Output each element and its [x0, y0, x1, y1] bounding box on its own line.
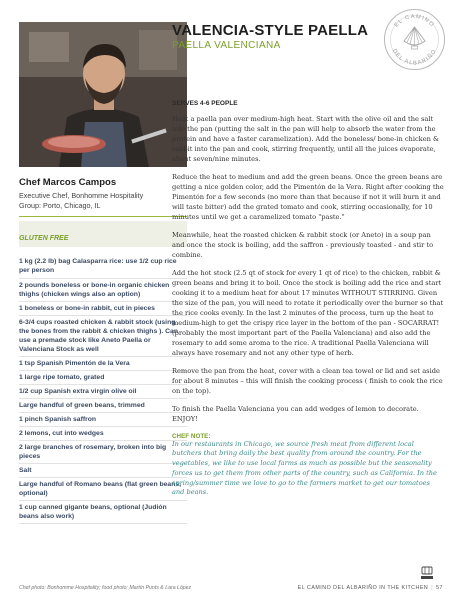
recipe-subtitle: PAELLA VALENCIANA — [172, 40, 281, 51]
serves-label: SERVES 4-6 PEOPLE — [172, 100, 238, 107]
ingredient-item: 1 tsp Spanish Pimentón de la Vera — [19, 357, 187, 371]
ingredient-item: Salt — [19, 464, 187, 478]
step-paragraph: Heat a paella pan over medium-high heat. Start with the olive oil and the salt into the pan (putting the salt in the pan will help to absorb the water from the protein and have a faster caramelization). Add the boneless/ bone-in chicken & rabbit into the pan and cook, stirring frequently, until all the juices evaporate, about seven/nine minutes. — [172, 115, 439, 163]
logo-bottom-text: DEL ALBARIÑO — [390, 48, 439, 67]
ingredient-item: 2 pounds boneless or bone-in organic chicken thighs (chicken wings also an option) — [19, 279, 187, 302]
ingredient-item: 2 lemons, cut into wedges — [19, 427, 187, 441]
chef-name: Chef Marcos Campos — [19, 177, 117, 188]
recipe-title: VALENCIA-STYLE PAELLA — [172, 22, 369, 39]
ingredient-item: 1 large ripe tomato, grated — [19, 371, 187, 385]
ingredient-list — [19, 255, 187, 524]
step-paragraph: Remove the pan from the heat, cover with a clean tea towel or lid and set aside for about 8 minutes – this will finish the cooking process ( finish to cook the rice on the top). — [172, 366, 443, 395]
chef-group: Group: Porto, Chicago, IL — [19, 200, 101, 210]
chef-note-text: In our restaurants in Chicago, we source fresh meat from different local butchers that bring daily the best quality from around the country. For the vegetables, we like to use local farms as much as possible but the seasonality forces us to get them from other parts of the country, such as California. In the spring/summer time we love to go to the farmers market to get our tomatoes and beans. — [172, 439, 437, 497]
ingredient-item: 2 large branches of rosemary, broken into big pieces — [19, 441, 187, 464]
ingredient-item: Large handful of green beans, trimmed — [19, 399, 187, 413]
svg-text:DEL ALBARIÑO — [391, 48, 438, 66]
divider — [19, 216, 187, 217]
step-paragraph: To finish the Paella Valenciana you can add wedges of lemon to decorate. ENJOY! — [172, 404, 419, 423]
page-footer — [298, 585, 443, 591]
chef-title: Executive Chef, Bonhomme Hospitality — [19, 191, 144, 200]
ingredient-item: 1 cup canned gigante beans, optional (Judión beans also work) — [19, 501, 187, 524]
ingredient-item: 1/2 cup Spanish extra virgin olive oil — [19, 385, 187, 399]
gluten-band — [19, 221, 187, 247]
gluten-free-label: GLUTEN FREE — [19, 235, 69, 243]
chef-note-title: CHEF NOTE: — [172, 432, 211, 440]
chef-photo — [19, 22, 187, 167]
footer-separator: | — [431, 585, 434, 591]
chef-photo-illustration — [19, 22, 187, 167]
ingredient-item: 1 pinch Spanish saffron — [19, 413, 187, 427]
footer-logo — [418, 565, 436, 583]
ingredient-item: 1 boneless or bone-in rabbit, cut in pieces — [19, 302, 187, 316]
footer-text: EL CAMINO DEL ALBARIÑO IN THE KITCHEN — [297, 585, 429, 591]
ingredient-item: 1 kg (2.2 lb) bag Calasparra rice: use 1/2 cup rice per person — [19, 255, 187, 278]
camino-logo — [382, 7, 447, 72]
step-paragraph: Add the hot stock (2.5 qt of stock for every 1 qt of rice) to the chicken, rabbit & green beans and bring it to boil. Once the stock is boiling add the rice and start cooking it to a medium heat for about 17 minutes WITHOUT STIRRING. Given the size of the pan, you will need to rotate it periodically over the burner so that the rice cooks evenly. In the last 2 minutes of the process, turn up the heat to medium-high to get the crispy rice layer in the bottom of the pan - SOCARRAT! (probably the most important part of the Paella Valenciana) and also add the rosemary to add some aroma to the rice. A traditional Paella Valenciana will always have rosemary and not any other type of herb. — [172, 268, 444, 357]
chef-role — [19, 191, 187, 210]
page-number: 57 — [436, 585, 443, 591]
footer-logo-icon — [418, 565, 436, 583]
left-column — [19, 22, 187, 524]
photo-credit: Chef photo: Bonhomme Hospitality; food photo: Martín Punts & Lara López — [19, 585, 192, 591]
ingredient-item: 6-3/4 cups roasted chicken & rabbit stock (using the bones from the rabbit & chicken thighs ). Can use a premade stock like Aneto Paella or Valenciana Stock as well — [19, 316, 187, 357]
ingredient-item: Large handful of Romano beans (flat green beans, optional) — [19, 478, 187, 501]
step-paragraph: Meanwhile, heat the roasted chicken & rabbit stock (or Aneto) in a soup pan and once the stock is boiling, add the saffron - previously toasted - and stir to combine. — [172, 230, 434, 259]
step-paragraph: Reduce the heat to medium and add the green beans. Once the green beans are getting a nice golden color, add the Pimentón de la Vera. Right after cooking the Pimentón for a few seconds (no more than that because if not it will burn it and will taste bitter) add the grated tomato and cook, stirring occasionally, for 10 minutes until we get a caramelized tomato "paste." — [172, 172, 444, 221]
recipe-steps — [172, 115, 444, 498]
shell-logo-icon — [382, 7, 447, 72]
logo-top-text: EL CAMINO — [393, 13, 436, 29]
